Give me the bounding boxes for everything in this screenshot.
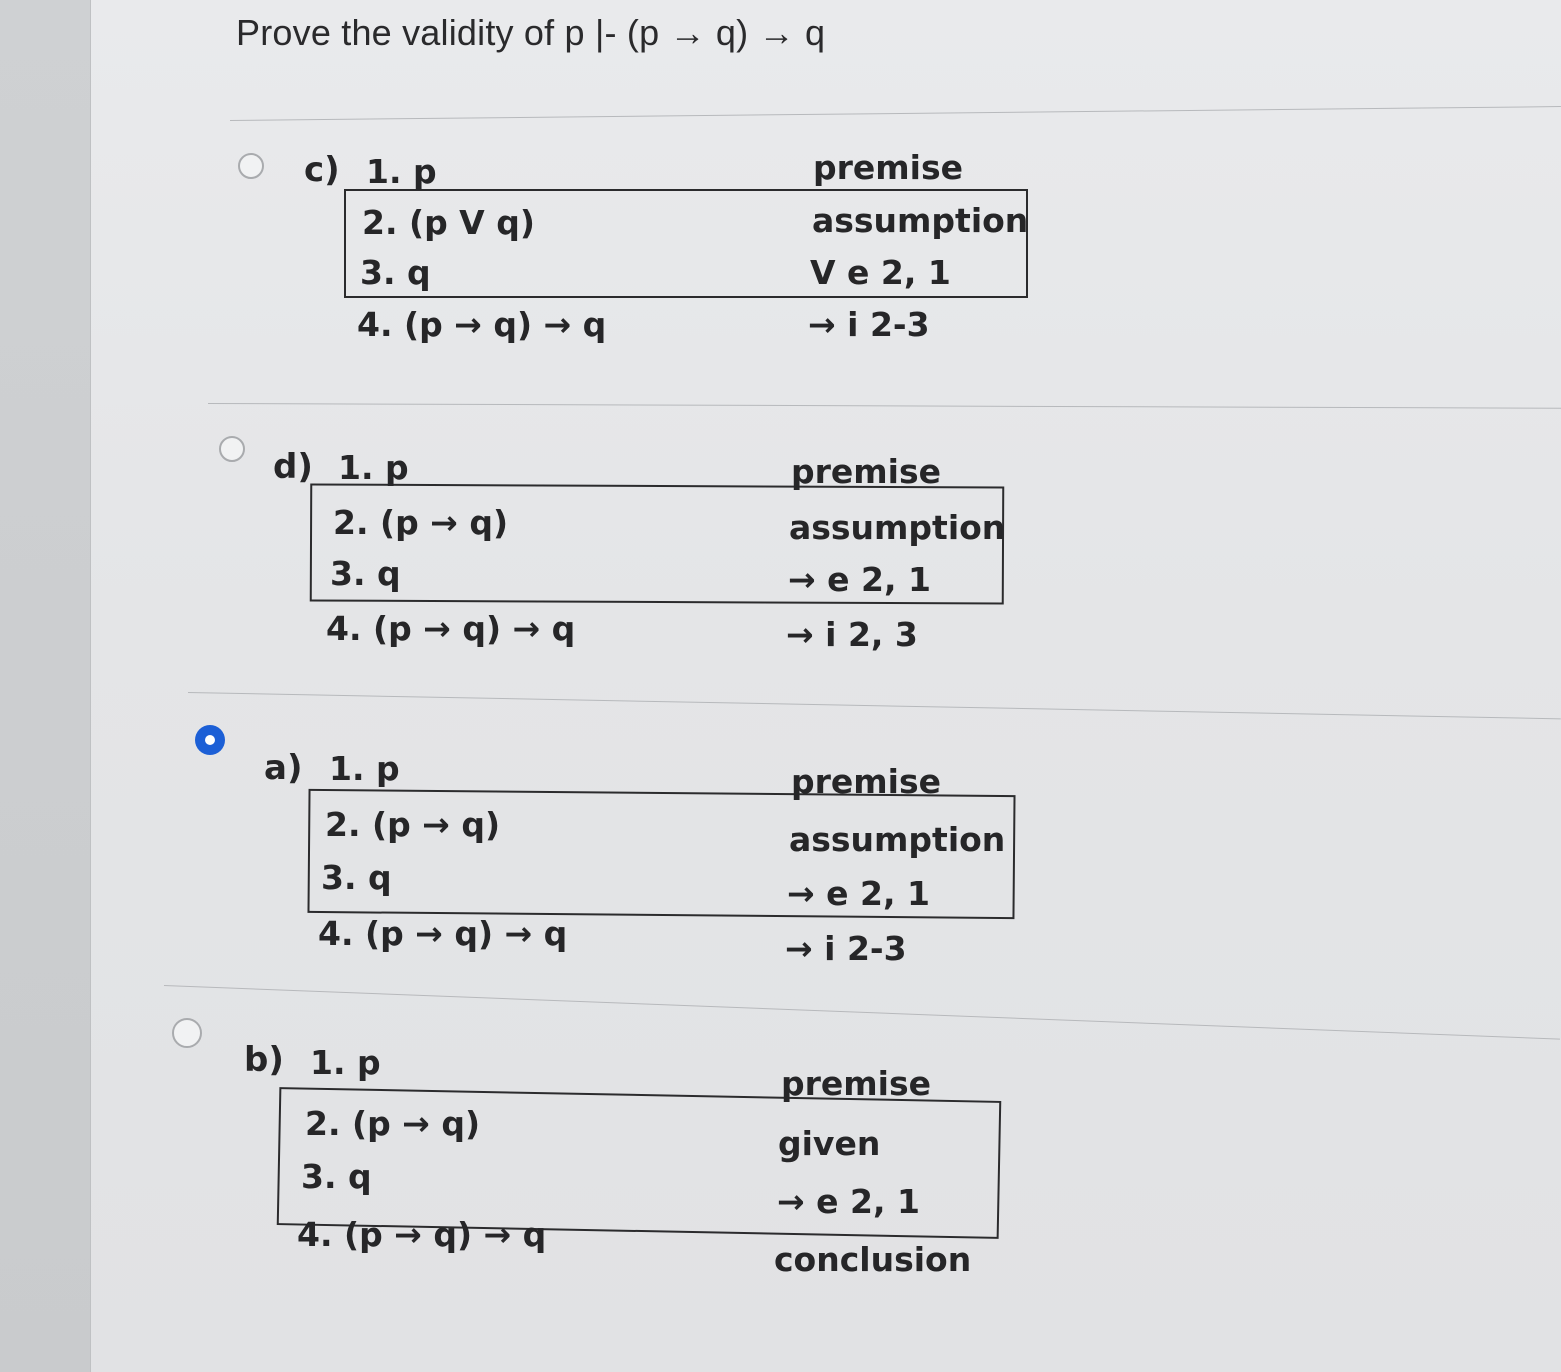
- justification-2: assumption: [789, 508, 1006, 547]
- proof-line-1: 1. p: [329, 749, 400, 788]
- justification-4: → i 2-3: [785, 929, 907, 968]
- justification-1: premise: [781, 1064, 931, 1103]
- proof-line-2: 2. (p → q): [333, 503, 509, 542]
- proof-line-3: 3. q: [301, 1157, 372, 1196]
- justification-3: → e 2, 1: [787, 874, 930, 913]
- option-a-radio[interactable]: [195, 725, 225, 755]
- justification-3: → e 2, 1: [788, 560, 931, 599]
- proof-line-2: 2. (p → q): [325, 805, 501, 844]
- justification-3: → e 2, 1: [777, 1182, 920, 1221]
- option-letter: d): [273, 447, 313, 487]
- option-letter: b): [244, 1040, 284, 1080]
- proof-line-1: 1. p: [338, 448, 409, 487]
- justification-4: → i 2, 3: [786, 615, 918, 654]
- option-d-radio[interactable]: [219, 436, 245, 462]
- proof-line-2: 2. (p V q): [362, 203, 535, 242]
- justification-4: → i 2-3: [808, 305, 930, 344]
- justification-4: conclusion: [774, 1240, 972, 1279]
- proof-line-4: 4. (p → q) → q: [318, 914, 568, 953]
- proof-line-1: 1. p: [310, 1043, 381, 1082]
- justification-1: premise: [813, 148, 963, 187]
- proof-line-3: 3. q: [330, 554, 401, 593]
- justification-1: premise: [791, 452, 941, 491]
- question-title: Prove the validity of p |- (p → q) → q: [236, 12, 826, 53]
- proof-line-3: 3. q: [321, 858, 392, 897]
- proof-line-1: 1. p: [366, 152, 437, 191]
- option-letter: a): [264, 748, 303, 788]
- option-b-radio[interactable]: [172, 1018, 202, 1048]
- proof-line-4: 4. (p → q) → q: [357, 305, 607, 344]
- proof-line-4: 4. (p → q) → q: [297, 1215, 547, 1254]
- justification-2: given: [778, 1124, 881, 1163]
- proof-line-3: 3. q: [360, 253, 431, 292]
- proof-line-4: 4. (p → q) → q: [326, 609, 576, 648]
- proof-line-2: 2. (p → q): [305, 1104, 481, 1143]
- justification-1: premise: [791, 762, 941, 801]
- justification-3: V e 2, 1: [810, 253, 951, 292]
- justification-2: assumption: [812, 201, 1029, 240]
- justification-2: assumption: [789, 820, 1006, 859]
- option-letter: c): [304, 150, 340, 190]
